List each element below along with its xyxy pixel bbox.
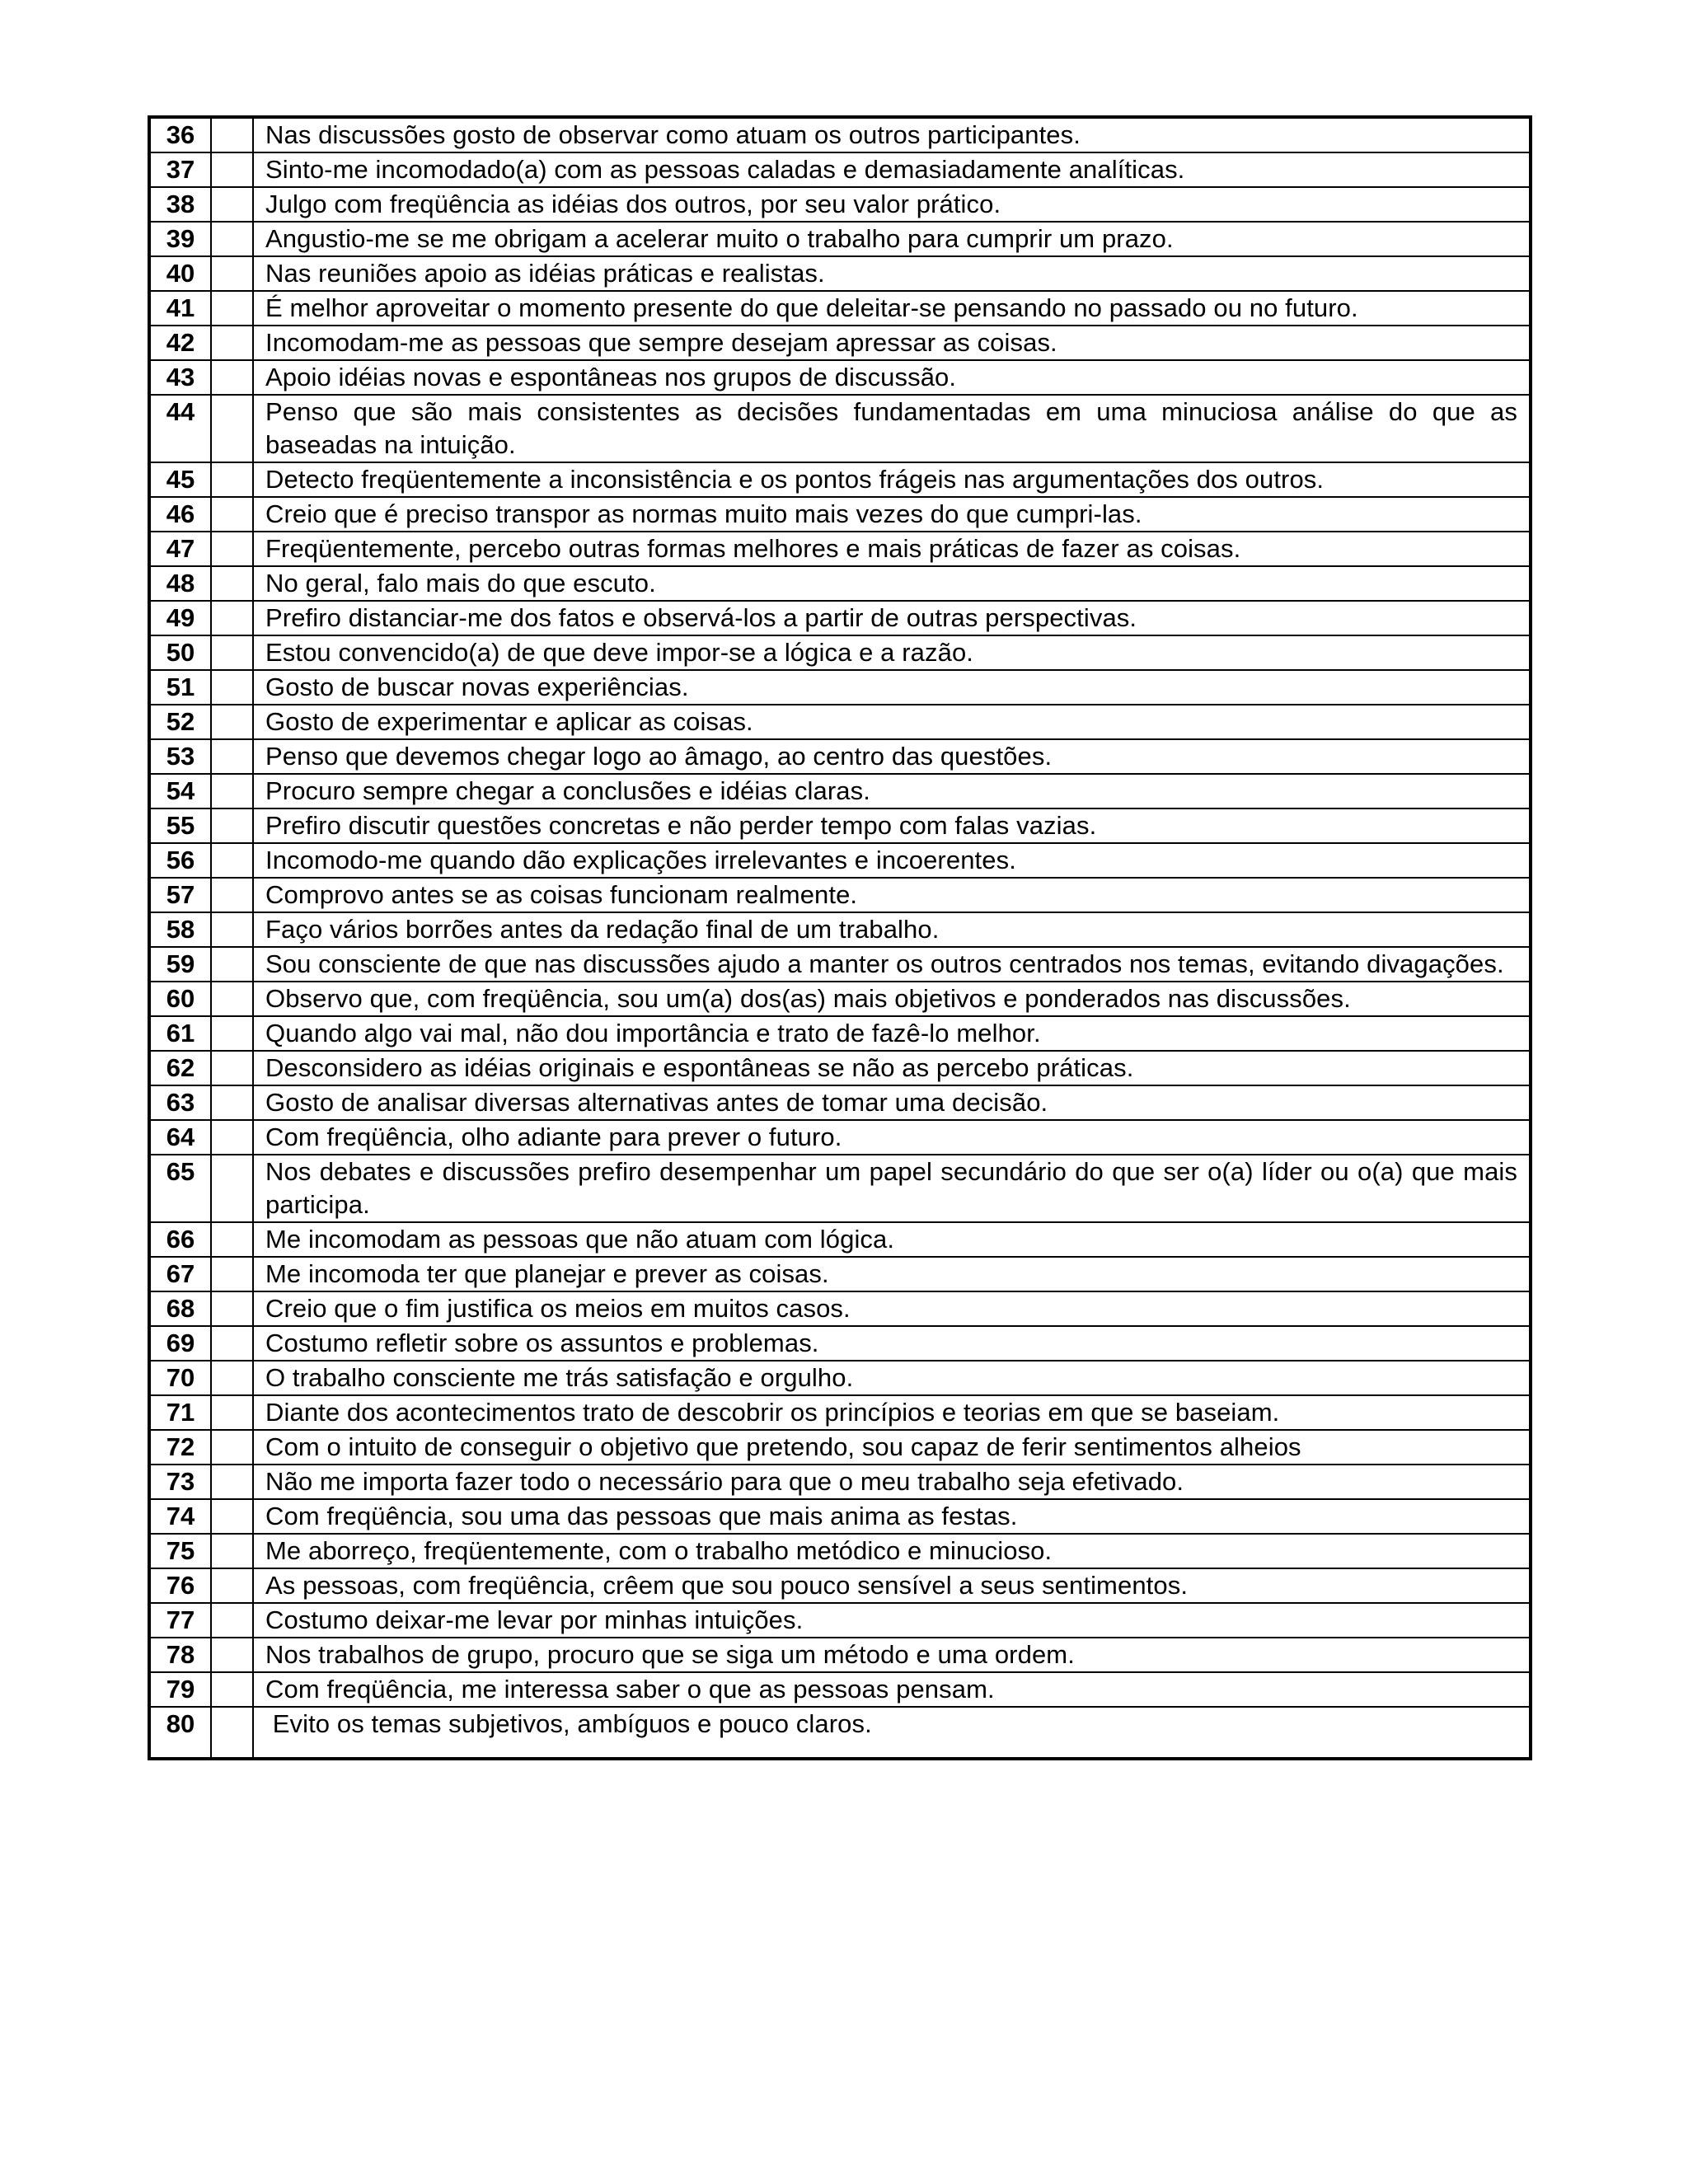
question-text: Com o intuito de conseguir o objetivo que pretendo, sou capaz de ferir sentimentos alheios	[253, 1430, 1531, 1465]
question-row	[149, 497, 1531, 532]
answer-mark-cell[interactable]	[211, 982, 253, 1016]
question-number: 39	[149, 222, 211, 256]
answer-mark-cell[interactable]	[211, 566, 253, 601]
question-number: 58	[149, 912, 211, 947]
question-number: 41	[149, 291, 211, 326]
question-number: 71	[149, 1395, 211, 1430]
question-row	[149, 1395, 1531, 1430]
answer-mark-cell[interactable]	[211, 670, 253, 705]
question-number: 61	[149, 1016, 211, 1051]
question-text: Sou consciente de que nas discussões ajudo a manter os outros centrados nos temas, evitando divagações.	[253, 947, 1531, 982]
question-number: 64	[149, 1120, 211, 1155]
answer-mark-cell[interactable]	[211, 1395, 253, 1430]
question-number: 63	[149, 1085, 211, 1120]
question-row	[149, 291, 1531, 326]
question-number: 54	[149, 774, 211, 808]
question-text: Gosto de experimentar e aplicar as coisas.	[253, 705, 1531, 739]
question-text: Comprovo antes se as coisas funcionam realmente.	[253, 878, 1531, 912]
question-number: 56	[149, 843, 211, 878]
answer-mark-cell[interactable]	[211, 1326, 253, 1361]
answer-mark-cell[interactable]	[211, 462, 253, 497]
question-row	[149, 1291, 1531, 1326]
answer-mark-cell[interactable]	[211, 1638, 253, 1672]
question-number: 50	[149, 635, 211, 670]
answer-mark-cell[interactable]	[211, 1672, 253, 1707]
question-text: Com freqüência, sou uma das pessoas que mais anima as festas.	[253, 1499, 1531, 1534]
question-row	[149, 774, 1531, 808]
question-number: 74	[149, 1499, 211, 1534]
question-number: 70	[149, 1361, 211, 1395]
question-row	[149, 912, 1531, 947]
questionnaire-table-body	[149, 117, 1531, 1759]
question-row	[149, 1707, 1531, 1759]
answer-mark-cell[interactable]	[211, 635, 253, 670]
question-text: Evito os temas subjetivos, ambíguos e pouco claros.	[253, 1707, 1531, 1759]
question-row	[149, 360, 1531, 395]
question-row	[149, 566, 1531, 601]
answer-mark-cell[interactable]	[211, 843, 253, 878]
question-row	[149, 395, 1531, 462]
question-number: 46	[149, 497, 211, 532]
question-row	[149, 1051, 1531, 1085]
answer-mark-cell[interactable]	[211, 395, 253, 462]
question-row	[149, 705, 1531, 739]
question-row	[149, 1430, 1531, 1465]
question-number: 40	[149, 256, 211, 291]
answer-mark-cell[interactable]	[211, 1120, 253, 1155]
question-number: 78	[149, 1638, 211, 1672]
question-number: 62	[149, 1051, 211, 1085]
answer-mark-cell[interactable]	[211, 1603, 253, 1638]
question-number: 44	[149, 395, 211, 462]
question-number: 73	[149, 1465, 211, 1499]
answer-mark-cell[interactable]	[211, 808, 253, 843]
question-number: 65	[149, 1155, 211, 1222]
answer-mark-cell[interactable]	[211, 878, 253, 912]
answer-mark-cell[interactable]	[211, 1499, 253, 1534]
question-text: As pessoas, com freqüência, crêem que sou pouco sensível a seus sentimentos.	[253, 1568, 1531, 1603]
question-text: Nas reuniões apoio as idéias práticas e realistas.	[253, 256, 1531, 291]
question-row	[149, 1326, 1531, 1361]
question-text: Gosto de analisar diversas alternativas antes de tomar uma decisão.	[253, 1085, 1531, 1120]
question-text: Faço vários borrões antes da redação final de um trabalho.	[253, 912, 1531, 947]
question-number: 55	[149, 808, 211, 843]
question-row	[149, 326, 1531, 360]
question-number: 68	[149, 1291, 211, 1326]
question-row	[149, 187, 1531, 222]
question-row	[149, 1016, 1531, 1051]
question-text: Nos debates e discussões prefiro desempenhar um papel secundário do que ser o(a) líder ou o(a) que mais participa.	[253, 1155, 1531, 1222]
question-row	[149, 1155, 1531, 1222]
question-text: Prefiro distanciar-me dos fatos e observá-los a partir de outras perspectivas.	[253, 601, 1531, 635]
question-text: Nos trabalhos de grupo, procuro que se siga um método e uma ordem.	[253, 1638, 1531, 1672]
question-text: Angustio-me se me obrigam a acelerar muito o trabalho para cumprir um prazo.	[253, 222, 1531, 256]
answer-mark-cell[interactable]	[211, 291, 253, 326]
question-text: No geral, falo mais do que escuto.	[253, 566, 1531, 601]
question-number: 47	[149, 532, 211, 566]
answer-mark-cell[interactable]	[211, 1051, 253, 1085]
question-row	[149, 670, 1531, 705]
question-number: 53	[149, 739, 211, 774]
answer-mark-cell[interactable]	[211, 947, 253, 982]
question-row	[149, 982, 1531, 1016]
question-text: Procuro sempre chegar a conclusões e idéias claras.	[253, 774, 1531, 808]
question-row	[149, 878, 1531, 912]
question-row	[149, 843, 1531, 878]
answer-mark-cell[interactable]	[211, 1430, 253, 1465]
question-row	[149, 462, 1531, 497]
question-text: Nas discussões gosto de observar como atuam os outros participantes.	[253, 117, 1531, 152]
question-text: Sinto-me incomodado(a) com as pessoas caladas e demasiadamente analíticas.	[253, 152, 1531, 187]
answer-mark-cell[interactable]	[211, 1568, 253, 1603]
question-row	[149, 1534, 1531, 1568]
question-text: Incomodo-me quando dão explicações irrelevantes e incoerentes.	[253, 843, 1531, 878]
question-number: 43	[149, 360, 211, 395]
question-row	[149, 1603, 1531, 1638]
question-row	[149, 635, 1531, 670]
question-number: 42	[149, 326, 211, 360]
question-row	[149, 256, 1531, 291]
answer-mark-cell[interactable]	[211, 222, 253, 256]
question-row	[149, 1465, 1531, 1499]
question-number: 37	[149, 152, 211, 187]
answer-mark-cell[interactable]	[211, 705, 253, 739]
question-row	[149, 117, 1531, 152]
answer-mark-cell[interactable]	[211, 532, 253, 566]
question-row	[149, 601, 1531, 635]
question-text: Prefiro discutir questões concretas e não perder tempo com falas vazias.	[253, 808, 1531, 843]
question-text: Julgo com freqüência as idéias dos outros, por seu valor prático.	[253, 187, 1531, 222]
question-row	[149, 1120, 1531, 1155]
question-row	[149, 739, 1531, 774]
question-text: Creio que é preciso transpor as normas muito mais vezes do que cumpri-las.	[253, 497, 1531, 532]
question-text: Costumo deixar-me levar por minhas intuições.	[253, 1603, 1531, 1638]
questionnaire-page	[148, 115, 1532, 1760]
question-row	[149, 947, 1531, 982]
question-number: 76	[149, 1568, 211, 1603]
answer-mark-cell[interactable]	[211, 152, 253, 187]
question-number: 66	[149, 1222, 211, 1257]
questionnaire-table	[148, 115, 1532, 1760]
answer-mark-cell[interactable]	[211, 1222, 253, 1257]
question-number: 51	[149, 670, 211, 705]
question-text: Observo que, com freqüência, sou um(a) dos(as) mais objetivos e ponderados nas discussões.	[253, 982, 1531, 1016]
question-number: 48	[149, 566, 211, 601]
question-text: Penso que devemos chegar logo ao âmago, ao centro das questões.	[253, 739, 1531, 774]
question-number: 72	[149, 1430, 211, 1465]
question-row	[149, 1499, 1531, 1534]
question-row	[149, 1222, 1531, 1257]
question-row	[149, 532, 1531, 566]
question-text: Detecto freqüentemente a inconsistência e os pontos frágeis nas argumentações dos outros.	[253, 462, 1531, 497]
answer-mark-cell[interactable]	[211, 1465, 253, 1499]
question-row	[149, 152, 1531, 187]
question-row	[149, 1568, 1531, 1603]
question-text: Me aborreço, freqüentemente, com o trabalho metódico e minucioso.	[253, 1534, 1531, 1568]
question-row	[149, 1085, 1531, 1120]
question-text: Diante dos acontecimentos trato de descobrir os princípios e teorias em que se baseiam.	[253, 1395, 1531, 1430]
question-number: 80	[149, 1707, 211, 1759]
question-text: Com freqüência, me interessa saber o que as pessoas pensam.	[253, 1672, 1531, 1707]
question-number: 38	[149, 187, 211, 222]
question-text: Não me importa fazer todo o necessário para que o meu trabalho seja efetivado.	[253, 1465, 1531, 1499]
answer-mark-cell[interactable]	[211, 1707, 253, 1759]
question-text: Apoio idéias novas e espontâneas nos grupos de discussão.	[253, 360, 1531, 395]
answer-mark-cell[interactable]	[211, 1016, 253, 1051]
answer-mark-cell[interactable]	[211, 117, 253, 152]
answer-mark-cell[interactable]	[211, 360, 253, 395]
question-number: 45	[149, 462, 211, 497]
answer-mark-cell[interactable]	[211, 1291, 253, 1326]
question-number: 67	[149, 1257, 211, 1291]
answer-mark-cell[interactable]	[211, 326, 253, 360]
question-number: 57	[149, 878, 211, 912]
answer-mark-cell[interactable]	[211, 497, 253, 532]
question-text: O trabalho consciente me trás satisfação e orgulho.	[253, 1361, 1531, 1395]
answer-mark-cell[interactable]	[211, 1534, 253, 1568]
question-text: Incomodam-me as pessoas que sempre desejam apressar as coisas.	[253, 326, 1531, 360]
question-text: Freqüentemente, percebo outras formas melhores e mais práticas de fazer as coisas.	[253, 532, 1531, 566]
question-text: Creio que o fim justifica os meios em muitos casos.	[253, 1291, 1531, 1326]
question-number: 59	[149, 947, 211, 982]
question-number: 49	[149, 601, 211, 635]
question-row	[149, 222, 1531, 256]
question-row	[149, 1361, 1531, 1395]
question-row	[149, 1257, 1531, 1291]
question-number: 52	[149, 705, 211, 739]
question-text: Penso que são mais consistentes as decisões fundamentadas em uma minuciosa análise do que as baseadas na intuição.	[253, 395, 1531, 462]
answer-mark-cell[interactable]	[211, 1155, 253, 1222]
question-number: 60	[149, 982, 211, 1016]
answer-mark-cell[interactable]	[211, 1361, 253, 1395]
answer-mark-cell[interactable]	[211, 739, 253, 774]
question-text: Quando algo vai mal, não dou importância e trato de fazê-lo melhor.	[253, 1016, 1531, 1051]
question-row	[149, 1638, 1531, 1672]
question-text: Me incomoda ter que planejar e prever as coisas.	[253, 1257, 1531, 1291]
question-text: Com freqüência, olho adiante para prever o futuro.	[253, 1120, 1531, 1155]
question-text: Gosto de buscar novas experiências.	[253, 670, 1531, 705]
answer-mark-cell[interactable]	[211, 601, 253, 635]
answer-mark-cell[interactable]	[211, 187, 253, 222]
question-number: 77	[149, 1603, 211, 1638]
answer-mark-cell[interactable]	[211, 256, 253, 291]
question-number: 79	[149, 1672, 211, 1707]
question-text: Costumo refletir sobre os assuntos e problemas.	[253, 1326, 1531, 1361]
question-text: Me incomodam as pessoas que não atuam com lógica.	[253, 1222, 1531, 1257]
question-number: 75	[149, 1534, 211, 1568]
question-text: Estou convencido(a) de que deve impor-se a lógica e a razão.	[253, 635, 1531, 670]
answer-mark-cell[interactable]	[211, 774, 253, 808]
question-row	[149, 1672, 1531, 1707]
question-number: 69	[149, 1326, 211, 1361]
question-number: 36	[149, 117, 211, 152]
answer-mark-cell[interactable]	[211, 912, 253, 947]
answer-mark-cell[interactable]	[211, 1085, 253, 1120]
answer-mark-cell[interactable]	[211, 1257, 253, 1291]
question-row	[149, 808, 1531, 843]
question-text: É melhor aproveitar o momento presente do que deleitar-se pensando no passado ou no futuro.	[253, 291, 1531, 326]
question-text: Desconsidero as idéias originais e espontâneas se não as percebo práticas.	[253, 1051, 1531, 1085]
